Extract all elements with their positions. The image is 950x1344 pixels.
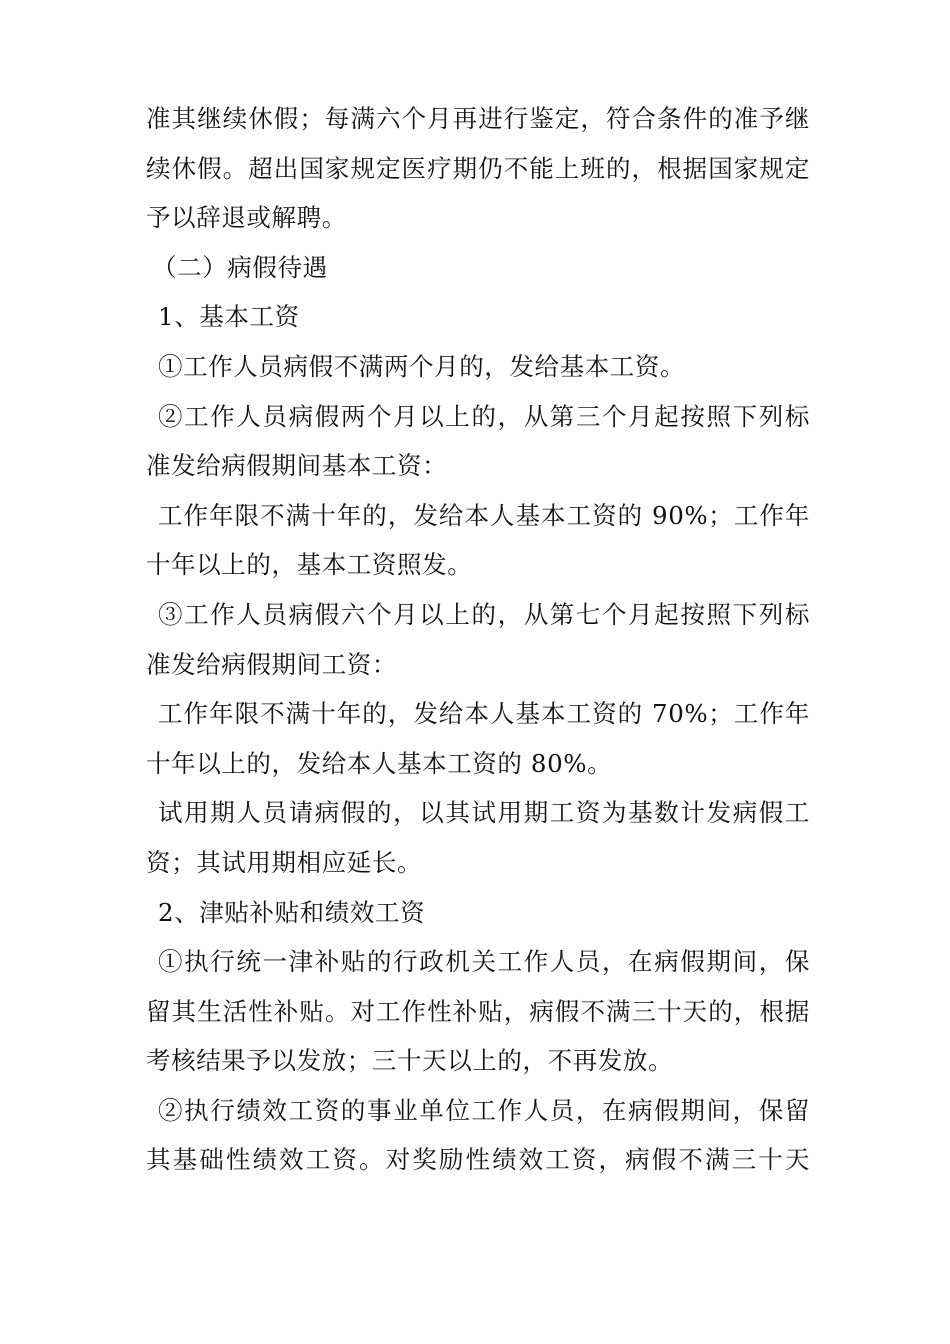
subsection-heading: 1、基本工资 — [158, 302, 300, 332]
text-line: ③工作人员病假六个月以上的，从第七个月起按照下列标 — [158, 599, 810, 629]
text-line: 予以辞退或解聘。 — [146, 203, 347, 233]
text-line: ①执行统一津补贴的行政机关工作人员，在病假期间，保 — [158, 947, 810, 977]
text-line: ②执行绩效工资的事业单位工作人员，在病假期间，保留 — [158, 1095, 810, 1125]
text-line: 准发给病假期间工资： — [146, 649, 397, 679]
text-line: 工作年限不满十年的，发给本人基本工资的 70%；工作年 — [158, 699, 810, 729]
text-line: 留其生活性补贴。对工作性补贴，病假不满三十天的，根据 — [146, 996, 810, 1026]
text-line: 其基础性绩效工资。对奖励性绩效工资，病假不满三十天 — [146, 1145, 810, 1175]
text-line: 续休假。超出国家规定医疗期仍不能上班的，根据国家规定 — [146, 153, 810, 183]
subsection-heading: 2、津贴补贴和绩效工资 — [158, 897, 426, 927]
text-line: 准其继续休假；每满六个月再进行鉴定，符合条件的准予继 — [146, 104, 810, 133]
document-body — [146, 94, 810, 1185]
text-line: ②工作人员病假两个月以上的，从第三个月起按照下列标 — [158, 401, 810, 431]
text-line: 考核结果予以发放；三十天以上的，不再发放。 — [146, 1046, 674, 1076]
text-line: 资；其试用期相应延长。 — [146, 847, 423, 877]
text-line: ①工作人员病假不满两个月的，发给基本工资。 — [158, 351, 686, 381]
text-line: 工作年限不满十年的，发给本人基本工资的 90%；工作年 — [158, 500, 810, 530]
text-line: 准发给病假期间基本工资： — [146, 451, 448, 481]
text-line: 试用期人员请病假的，以其试用期工资为基数计发病假工 — [158, 798, 810, 828]
text-line: 十年以上的，发给本人基本工资的 80%。 — [146, 748, 613, 778]
section-heading: （二）病假待遇 — [152, 252, 328, 282]
text-line: 十年以上的，基本工资照发。 — [146, 550, 473, 580]
